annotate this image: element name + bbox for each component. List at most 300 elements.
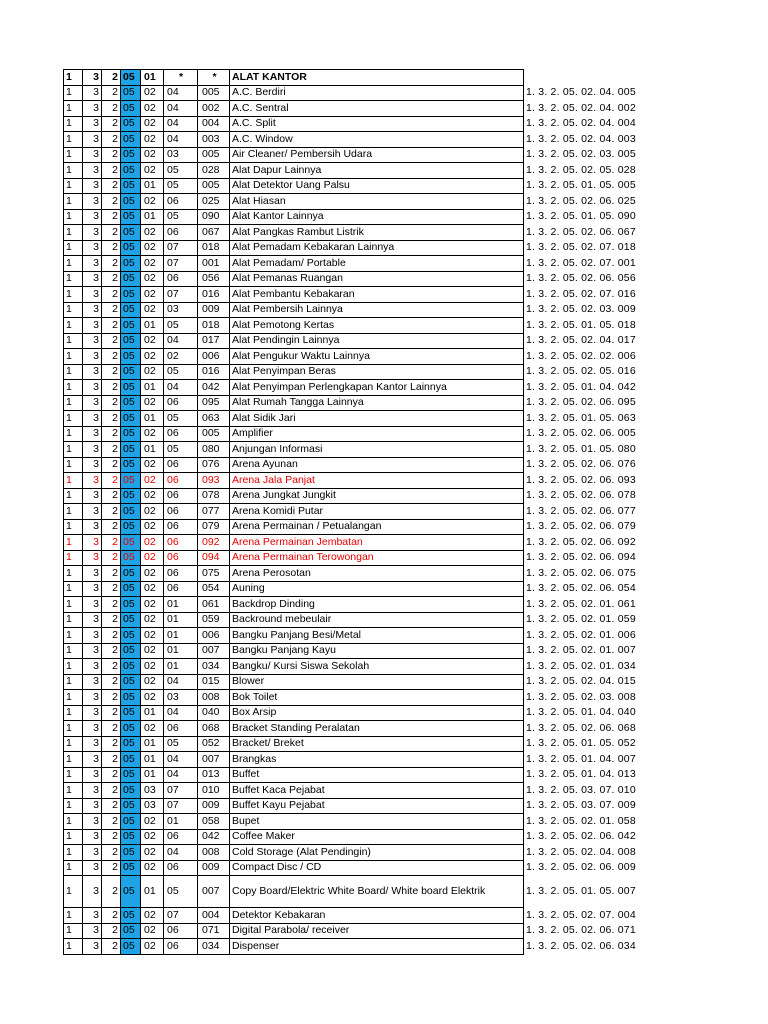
code-segment-cell: 05 — [121, 395, 141, 411]
code-segment-cell: 2 — [102, 442, 121, 458]
table-row — [64, 101, 644, 117]
code-segment-cell: 1 — [64, 628, 83, 644]
code-segment-cell: 02 — [141, 721, 164, 737]
code-segment-cell: 02 — [141, 597, 164, 613]
code-segment-cell: 007 — [198, 876, 230, 908]
table-row — [64, 798, 644, 814]
item-name-cell: Bracket/ Breket — [230, 736, 524, 752]
code-segment-cell: 05 — [121, 85, 141, 101]
full-code-cell: 1. 3. 2. 05. 02. 06. 054 — [526, 582, 636, 595]
code-segment-cell: 02 — [164, 349, 198, 365]
code-segment-cell: 06 — [164, 923, 198, 939]
code-segment-cell: 01 — [141, 411, 164, 427]
code-segment-cell: 028 — [198, 163, 230, 179]
code-segment-cell: 2 — [102, 132, 121, 148]
code-segment-cell: 2 — [102, 736, 121, 752]
table-row — [64, 364, 644, 380]
code-segment-cell: 3 — [83, 908, 102, 924]
table-row — [64, 612, 644, 628]
table-row — [64, 256, 644, 272]
code-segment-cell: 018 — [198, 318, 230, 334]
code-segment-cell: 2 — [102, 287, 121, 303]
code-segment-cell: 03 — [164, 147, 198, 163]
code-segment-cell: 025 — [198, 194, 230, 210]
code-segment-cell: 2 — [102, 659, 121, 675]
code-segment-cell: 06 — [164, 721, 198, 737]
table-row — [64, 674, 644, 690]
code-segment-cell: 01 — [164, 597, 198, 613]
code-segment-cell: 076 — [198, 457, 230, 473]
code-segment-cell: 2 — [102, 612, 121, 628]
header-cell: 3 — [83, 70, 102, 86]
code-segment-cell: 3 — [83, 225, 102, 241]
code-segment-cell: 1 — [64, 690, 83, 706]
full-code-cell: 1. 3. 2. 05. 03. 07. 010 — [526, 783, 636, 796]
code-segment-cell: 2 — [102, 256, 121, 272]
table-row — [64, 194, 644, 210]
code-segment-cell: 01 — [141, 178, 164, 194]
code-segment-cell: 02 — [141, 659, 164, 675]
table-row — [64, 504, 644, 520]
full-code-cell: 1. 3. 2. 05. 01. 05. 018 — [526, 318, 636, 331]
full-code-cell: 1. 3. 2. 05. 02. 06. 095 — [526, 396, 636, 409]
code-segment-cell: 3 — [83, 302, 102, 318]
code-segment-cell: 05 — [121, 783, 141, 799]
table-row — [64, 783, 644, 799]
code-segment-cell: 009 — [198, 798, 230, 814]
code-segment-cell: 04 — [164, 85, 198, 101]
item-name-cell: Backdrop Dinding — [230, 597, 524, 613]
code-segment-cell: 006 — [198, 628, 230, 644]
table-row — [64, 581, 644, 597]
code-segment-cell: 2 — [102, 550, 121, 566]
code-segment-cell: 2 — [102, 488, 121, 504]
item-name-cell: A.C. Window — [230, 132, 524, 148]
code-segment-cell: 042 — [198, 829, 230, 845]
item-name-cell: Coffee Maker — [230, 829, 524, 845]
code-segment-cell: 01 — [141, 318, 164, 334]
table-row — [64, 116, 644, 132]
table-row — [64, 752, 644, 768]
code-segment-cell: 05 — [121, 581, 141, 597]
code-segment-cell: 2 — [102, 473, 121, 489]
code-segment-cell: 061 — [198, 597, 230, 613]
header-cell: * — [164, 70, 198, 86]
item-name-cell: Alat Pemanas Ruangan — [230, 271, 524, 287]
code-segment-cell: 02 — [141, 550, 164, 566]
code-segment-cell: 2 — [102, 426, 121, 442]
table-row — [64, 473, 644, 489]
code-segment-cell: 3 — [83, 519, 102, 535]
code-segment-cell: 07 — [164, 798, 198, 814]
code-segment-cell: 1 — [64, 659, 83, 675]
table-row — [64, 287, 644, 303]
table-row — [64, 535, 644, 551]
code-segment-cell: 3 — [83, 457, 102, 473]
full-code-cell: 1. 3. 2. 05. 01. 05. 063 — [526, 411, 636, 424]
code-segment-cell: 2 — [102, 116, 121, 132]
code-segment-cell: 05 — [121, 829, 141, 845]
code-segment-cell: 3 — [83, 132, 102, 148]
item-name-cell: Brangkas — [230, 752, 524, 768]
code-segment-cell: 02 — [141, 643, 164, 659]
code-segment-cell: 016 — [198, 364, 230, 380]
code-segment-cell: 03 — [141, 798, 164, 814]
code-segment-cell: 2 — [102, 85, 121, 101]
code-segment-cell: 3 — [83, 240, 102, 256]
code-segment-cell: 1 — [64, 349, 83, 365]
code-segment-cell: 02 — [141, 581, 164, 597]
code-segment-cell: 2 — [102, 674, 121, 690]
full-code-cell: 1. 3. 2. 05. 02. 07. 004 — [526, 908, 636, 921]
code-segment-cell: 3 — [83, 829, 102, 845]
code-segment-cell: 02 — [141, 163, 164, 179]
code-segment-cell: 04 — [164, 132, 198, 148]
code-segment-cell: 3 — [83, 380, 102, 396]
code-segment-cell: 093 — [198, 473, 230, 489]
code-segment-cell: 02 — [141, 101, 164, 117]
code-segment-cell: 1 — [64, 860, 83, 876]
code-segment-cell: 3 — [83, 752, 102, 768]
full-code-cell: 1. 3. 2. 05. 02. 07. 001 — [526, 256, 636, 269]
code-segment-cell: 05 — [121, 876, 141, 908]
code-segment-cell: 05 — [121, 302, 141, 318]
code-segment-cell: 001 — [198, 256, 230, 272]
item-name-cell: Detektor Kebakaran — [230, 908, 524, 924]
code-segment-cell: 3 — [83, 271, 102, 287]
code-segment-cell: 06 — [164, 225, 198, 241]
code-segment-cell: 040 — [198, 705, 230, 721]
code-segment-cell: 052 — [198, 736, 230, 752]
table-row — [64, 721, 644, 737]
code-segment-cell: 067 — [198, 225, 230, 241]
code-segment-cell: 05 — [121, 566, 141, 582]
code-segment-cell: 02 — [141, 240, 164, 256]
code-segment-cell: 3 — [83, 628, 102, 644]
full-code-cell: 1. 3. 2. 05. 02. 06. 042 — [526, 830, 636, 843]
item-name-cell: Cold Storage (Alat Pendingin) — [230, 845, 524, 861]
full-code-cell: 1. 3. 2. 05. 01. 04. 013 — [526, 768, 636, 781]
code-segment-cell: 06 — [164, 473, 198, 489]
code-segment-cell: 2 — [102, 721, 121, 737]
code-segment-cell: 05 — [121, 457, 141, 473]
code-segment-cell: 018 — [198, 240, 230, 256]
code-segment-cell: 06 — [164, 566, 198, 582]
table-row — [64, 240, 644, 256]
item-name-cell: Anjungan Informasi — [230, 442, 524, 458]
item-name-cell: A.C. Sentral — [230, 101, 524, 117]
full-code-cell: 1. 3. 2. 05. 03. 07. 009 — [526, 799, 636, 812]
table-row — [64, 333, 644, 349]
code-segment-cell: 2 — [102, 923, 121, 939]
code-segment-cell: 094 — [198, 550, 230, 566]
code-segment-cell: 01 — [164, 612, 198, 628]
full-code-cell: 1. 3. 2. 05. 02. 04. 005 — [526, 86, 636, 99]
item-name-cell: Blower — [230, 674, 524, 690]
code-segment-cell: 004 — [198, 116, 230, 132]
code-segment-cell: 015 — [198, 674, 230, 690]
full-code-cell: 1. 3. 2. 05. 02. 06. 068 — [526, 721, 636, 734]
code-segment-cell: 2 — [102, 147, 121, 163]
header-title: ALAT KANTOR — [230, 70, 524, 86]
code-segment-cell: 05 — [121, 287, 141, 303]
code-segment-cell: 02 — [141, 923, 164, 939]
code-segment-cell: 02 — [141, 674, 164, 690]
code-segment-cell: 2 — [102, 908, 121, 924]
table-row — [64, 519, 644, 535]
code-segment-cell: 02 — [141, 504, 164, 520]
item-name-cell: Alat Rumah Tangga Lainnya — [230, 395, 524, 411]
full-code-cell: 1. 3. 2. 05. 02. 04. 008 — [526, 845, 636, 858]
code-segment-cell: 05 — [121, 939, 141, 955]
code-segment-cell: 1 — [64, 519, 83, 535]
table-row — [64, 923, 644, 939]
full-code-cell: 1. 3. 2. 05. 01. 05. 007 — [526, 885, 636, 897]
full-code-cell: 1. 3. 2. 05. 02. 04. 017 — [526, 334, 636, 347]
code-segment-cell: 3 — [83, 659, 102, 675]
code-segment-cell: 2 — [102, 535, 121, 551]
code-segment-cell: 3 — [83, 411, 102, 427]
full-code-cell: 1. 3. 2. 05. 02. 06. 034 — [526, 939, 636, 952]
code-segment-cell: 06 — [164, 519, 198, 535]
code-segment-cell: 009 — [198, 860, 230, 876]
header-cell: 1 — [64, 70, 83, 86]
code-segment-cell: 1 — [64, 736, 83, 752]
code-segment-cell: 01 — [141, 736, 164, 752]
code-segment-cell: 2 — [102, 690, 121, 706]
item-name-cell: Bangku/ Kursi Siswa Sekolah — [230, 659, 524, 675]
code-segment-cell: 002 — [198, 101, 230, 117]
item-name-cell: Amplifier — [230, 426, 524, 442]
code-segment-cell: 05 — [121, 225, 141, 241]
code-segment-cell: 1 — [64, 939, 83, 955]
code-segment-cell: 05 — [121, 163, 141, 179]
code-segment-cell: 3 — [83, 923, 102, 939]
code-segment-cell: 017 — [198, 333, 230, 349]
code-segment-cell: 05 — [121, 256, 141, 272]
code-segment-cell: 2 — [102, 349, 121, 365]
code-segment-cell: 04 — [164, 116, 198, 132]
code-segment-cell: 06 — [164, 271, 198, 287]
code-segment-cell: 02 — [141, 132, 164, 148]
code-segment-cell: 3 — [83, 147, 102, 163]
code-segment-cell: 1 — [64, 256, 83, 272]
table-row — [64, 876, 644, 908]
code-segment-cell: 01 — [141, 705, 164, 721]
code-segment-cell: 079 — [198, 519, 230, 535]
code-segment-cell: 06 — [164, 829, 198, 845]
code-segment-cell: 1 — [64, 504, 83, 520]
item-name-cell: Auning — [230, 581, 524, 597]
full-code-cell: 1. 3. 2. 05. 02. 04. 015 — [526, 675, 636, 688]
code-segment-cell: 005 — [198, 178, 230, 194]
item-name-cell: Alat Detektor Uang Palsu — [230, 178, 524, 194]
code-segment-cell: 3 — [83, 876, 102, 908]
code-segment-cell: 3 — [83, 488, 102, 504]
full-code-cell: 1. 3. 2. 05. 02. 06. 075 — [526, 566, 636, 579]
code-segment-cell: 1 — [64, 612, 83, 628]
code-segment-cell: 2 — [102, 271, 121, 287]
code-segment-cell: 05 — [121, 240, 141, 256]
code-segment-cell: 2 — [102, 581, 121, 597]
code-segment-cell: 3 — [83, 504, 102, 520]
code-segment-cell: 1 — [64, 550, 83, 566]
table-row — [64, 628, 644, 644]
code-segment-cell: 1 — [64, 411, 83, 427]
code-segment-cell: 007 — [198, 643, 230, 659]
code-segment-cell: 016 — [198, 287, 230, 303]
code-segment-cell: 1 — [64, 457, 83, 473]
full-code-cell: 1. 3. 2. 05. 02. 06. 009 — [526, 861, 636, 874]
code-segment-cell: 02 — [141, 395, 164, 411]
code-segment-cell: 3 — [83, 116, 102, 132]
code-segment-cell: 3 — [83, 473, 102, 489]
table-row — [64, 845, 644, 861]
code-segment-cell: 2 — [102, 829, 121, 845]
code-segment-cell: 063 — [198, 411, 230, 427]
code-segment-cell: 1 — [64, 581, 83, 597]
item-name-cell: Arena Permainan Jembatan — [230, 535, 524, 551]
full-code-cell: 1. 3. 2. 05. 01. 05. 080 — [526, 442, 636, 455]
code-segment-cell: 3 — [83, 767, 102, 783]
code-segment-cell: 06 — [164, 426, 198, 442]
item-name-cell: Bangku Panjang Besi/Metal — [230, 628, 524, 644]
code-segment-cell: 1 — [64, 752, 83, 768]
code-segment-cell: 2 — [102, 364, 121, 380]
code-segment-cell: 06 — [164, 939, 198, 955]
code-segment-cell: 3 — [83, 705, 102, 721]
code-segment-cell: 06 — [164, 395, 198, 411]
item-name-cell: Buffet Kayu Pejabat — [230, 798, 524, 814]
code-segment-cell: 05 — [121, 597, 141, 613]
code-segment-cell: 05 — [121, 504, 141, 520]
table-row — [64, 147, 644, 163]
item-name-cell: Arena Jala Panjat — [230, 473, 524, 489]
table-row — [64, 457, 644, 473]
code-segment-cell: 02 — [141, 364, 164, 380]
code-segment-cell: 1 — [64, 163, 83, 179]
code-segment-cell: 05 — [121, 132, 141, 148]
code-segment-cell: 02 — [141, 908, 164, 924]
code-segment-cell: 095 — [198, 395, 230, 411]
code-segment-cell: 07 — [164, 240, 198, 256]
header-row — [64, 70, 644, 86]
code-segment-cell: 1 — [64, 442, 83, 458]
code-segment-cell: 05 — [164, 163, 198, 179]
code-segment-cell: 07 — [164, 908, 198, 924]
code-segment-cell: 3 — [83, 736, 102, 752]
code-segment-cell: 3 — [83, 395, 102, 411]
code-segment-cell: 05 — [121, 767, 141, 783]
code-segment-cell: 1 — [64, 116, 83, 132]
code-segment-cell: 02 — [141, 116, 164, 132]
item-name-cell: Buffet — [230, 767, 524, 783]
table-row — [64, 643, 644, 659]
code-segment-cell: 05 — [121, 690, 141, 706]
code-segment-cell: 07 — [164, 783, 198, 799]
code-segment-cell: 056 — [198, 271, 230, 287]
full-code-cell: 1. 3. 2. 05. 01. 04. 042 — [526, 380, 636, 393]
code-segment-cell: 2 — [102, 566, 121, 582]
code-segment-cell: 05 — [121, 659, 141, 675]
table-row — [64, 426, 644, 442]
item-name-cell: Alat Pendingin Lainnya — [230, 333, 524, 349]
code-segment-cell: 2 — [102, 333, 121, 349]
header-code-cell — [524, 70, 644, 86]
code-segment-cell: 01 — [141, 752, 164, 768]
code-segment-cell: 05 — [121, 923, 141, 939]
code-segment-cell: 2 — [102, 225, 121, 241]
full-code-cell: 1. 3. 2. 05. 02. 01. 061 — [526, 597, 636, 610]
code-segment-cell: 1 — [64, 240, 83, 256]
code-segment-cell: 3 — [83, 333, 102, 349]
code-segment-cell: 005 — [198, 426, 230, 442]
full-code-cell: 1. 3. 2. 05. 02. 01. 034 — [526, 659, 636, 672]
code-segment-cell: 03 — [164, 690, 198, 706]
table-row — [64, 659, 644, 675]
code-segment-cell: 01 — [164, 814, 198, 830]
code-segment-cell: 034 — [198, 659, 230, 675]
full-code-cell: 1. 3. 2. 05. 01. 05. 052 — [526, 737, 636, 750]
item-name-cell: Alat Kantor Lainnya — [230, 209, 524, 225]
code-segment-cell: 008 — [198, 845, 230, 861]
code-segment-cell: 054 — [198, 581, 230, 597]
code-segment-cell: 01 — [141, 767, 164, 783]
code-segment-cell: 3 — [83, 939, 102, 955]
full-code-cell: 1. 3. 2. 05. 02. 06. 079 — [526, 520, 636, 533]
code-segment-cell: 3 — [83, 566, 102, 582]
code-segment-cell: 05 — [121, 271, 141, 287]
item-name-cell: Bupet — [230, 814, 524, 830]
full-code-cell: 1. 3. 2. 05. 02. 06. 067 — [526, 225, 636, 238]
code-segment-cell: 02 — [141, 814, 164, 830]
item-name-cell: Box Arsip — [230, 705, 524, 721]
code-segment-cell: 1 — [64, 101, 83, 117]
code-segment-cell: 1 — [64, 829, 83, 845]
code-segment-cell: 3 — [83, 674, 102, 690]
code-segment-cell: 3 — [83, 101, 102, 117]
table-row — [64, 442, 644, 458]
code-segment-cell: 01 — [141, 209, 164, 225]
full-code-cell: 1. 3. 2. 05. 02. 04. 003 — [526, 132, 636, 145]
header-cell: 2 — [102, 70, 121, 86]
code-segment-cell: 1 — [64, 535, 83, 551]
code-segment-cell: 1 — [64, 333, 83, 349]
code-segment-cell: 058 — [198, 814, 230, 830]
code-segment-cell: 2 — [102, 643, 121, 659]
code-segment-cell: 2 — [102, 318, 121, 334]
code-segment-cell: 06 — [164, 550, 198, 566]
table-row — [64, 690, 644, 706]
table-row — [64, 566, 644, 582]
code-segment-cell: 05 — [164, 442, 198, 458]
code-segment-cell: 04 — [164, 101, 198, 117]
code-segment-cell: 1 — [64, 908, 83, 924]
code-segment-cell: 06 — [164, 504, 198, 520]
table-row — [64, 829, 644, 845]
full-code-cell: 1. 3. 2. 05. 02. 01. 058 — [526, 814, 636, 827]
code-segment-cell: 3 — [83, 426, 102, 442]
item-name-cell: Air Cleaner/ Pembersih Udara — [230, 147, 524, 163]
full-code-cell: 1. 3. 2. 05. 02. 03. 005 — [526, 148, 636, 161]
code-segment-cell: 06 — [164, 488, 198, 504]
code-segment-cell: 1 — [64, 302, 83, 318]
code-segment-cell: 02 — [141, 333, 164, 349]
code-segment-cell: 2 — [102, 302, 121, 318]
code-segment-cell: 3 — [83, 845, 102, 861]
code-segment-cell: 080 — [198, 442, 230, 458]
code-segment-cell: 01 — [164, 659, 198, 675]
